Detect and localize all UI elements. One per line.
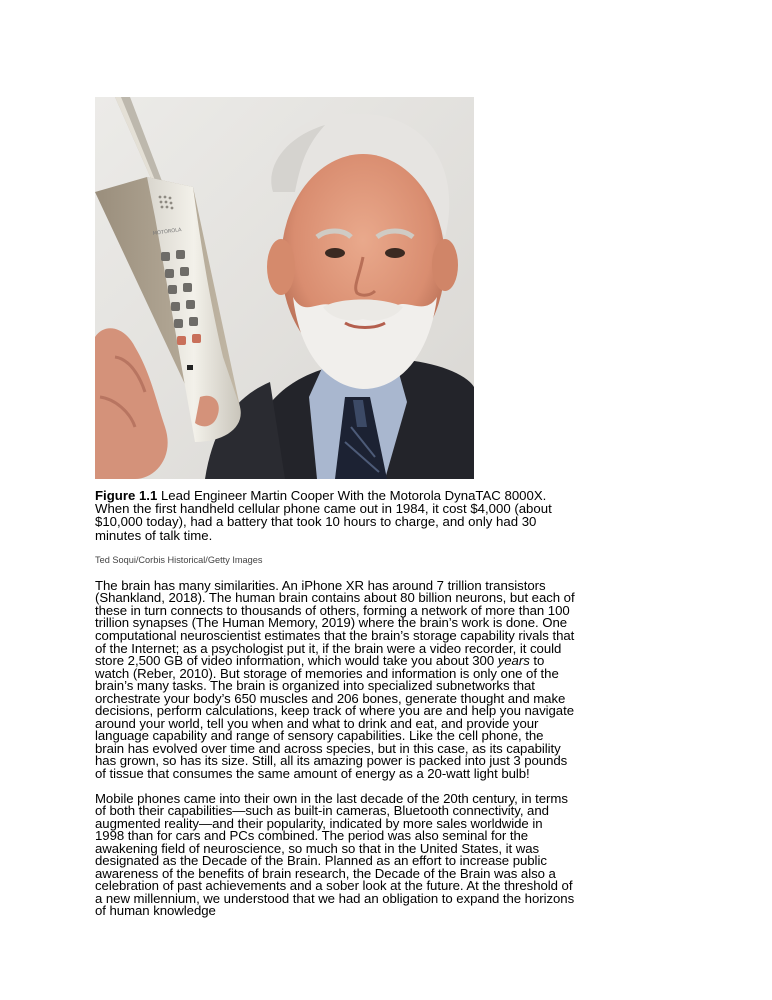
figure-credit: Ted Soqui/Corbis Historical/Getty Images <box>95 554 263 565</box>
figure-label: Figure 1.1 <box>95 488 158 503</box>
figure-caption <box>95 489 575 542</box>
paragraph-1-emphasis: years <box>497 653 530 669</box>
body-paragraph-1 <box>95 577 575 782</box>
page-content <box>95 97 575 918</box>
body-paragraph-2: Mobile phones came into their own in the last decade of the 20th century, in terms of both their capabilities—such as built-in cameras, Bluetooth connectivity, and augmented reality—and their popularity, indicated by more sales worldwide in 1998 than for cars and PCs combined. The period was also seminal for the awakening field of neuroscience, so much so that in the United States, it was designated as the Decade of the Brain. Planned as an effort to increase public awareness of the benefits of brain research, the Decade of the Brain was also a celebration of past achievements and a sober look at the future. At the threshold of a new millennium, we understood that we had an obligation to expand the horizons of human knowledge <box>95 790 575 919</box>
paragraph-1-text-b: to watch (Reber, 2010). But storage of memories and information is only one of the brain’s many tasks. The brain is organized into specialized subnetworks that orchestrate your body’s 650 muscles and 206 bones, generate thought and make decisions, perform calculations, keep track of where you are and help you navigate around your world, tell you when and what to drink and eat, and provide your language capability and range of sensory capabilities. Like the cell phone, the brain has evolved over time and across species, but in this case, as its capability has grown, so has its size. Still, all its amazing power is packed into just 3 pounds of tissue that consumes the same amount of energy as a 20-watt light bulb! <box>95 653 574 782</box>
figure-caption-text: Lead Engineer Martin Cooper With the Motorola DynaTAC 8000X. When the first handheld cellular phone came out in 1984, it cost $4,000 (about $10,000 today), had a battery that took 10 hours to charge, and only had 30 minutes of talk time. <box>95 488 552 543</box>
photo-martin-cooper-with-phone <box>95 97 474 479</box>
figure-photo <box>95 97 474 479</box>
paragraph-1-text-a: The brain has many similarities. An iPhone XR has around 7 trillion transistors (Shankland, 2018). The human brain contains about 80 billion neurons, but each of these in turn connects to thousands of others, forming a network of more than 100 trillion synapses (The Human Memory, 2019) where the brain’s work is done. One computational neuroscientist estimates that the brain’s storage capability rivals that of the Internet; as a psychologist put it, if the brain were a video recorder, it could store 2,500 GB of video information, which would take you about 300 <box>95 577 575 669</box>
phone-brand-text: MOTOROLA <box>152 227 182 237</box>
